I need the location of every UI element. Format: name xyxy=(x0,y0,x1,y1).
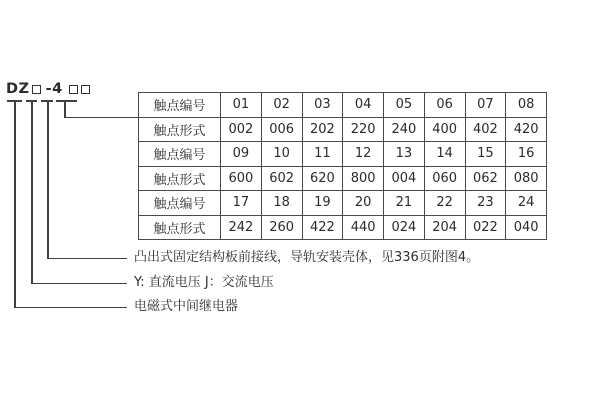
model-designation xyxy=(6,81,90,97)
row-label: 触点编号 xyxy=(139,142,221,167)
value-cell: 040 xyxy=(506,215,547,240)
value-cell: 06 xyxy=(424,93,465,118)
callout-line-contacts xyxy=(64,100,66,118)
elbow-voltage-note xyxy=(31,283,127,285)
value-cell: 02 xyxy=(261,93,302,118)
placeholder-box-icon xyxy=(69,85,78,94)
elbow-type-note xyxy=(14,307,127,309)
value-cell: 17 xyxy=(221,191,262,216)
value-cell: 12 xyxy=(343,142,384,167)
callout-line-case xyxy=(47,100,49,259)
callout-line-type xyxy=(14,100,16,308)
value-cell: 13 xyxy=(384,142,425,167)
value-cell: 10 xyxy=(261,142,302,167)
placeholder-box-icon xyxy=(81,85,90,94)
contact-table-body xyxy=(139,93,547,240)
value-cell: 23 xyxy=(465,191,506,216)
value-cell: 062 xyxy=(465,166,506,191)
value-cell: 03 xyxy=(302,93,343,118)
table-row xyxy=(139,215,547,240)
contact-table xyxy=(138,92,547,240)
placeholder-box-icon xyxy=(32,85,41,94)
value-cell: 080 xyxy=(506,166,547,191)
voltage-note: Y: 直流电压 J：交流电压 xyxy=(134,275,274,290)
value-cell: 15 xyxy=(465,142,506,167)
value-cell: 202 xyxy=(302,117,343,142)
model-prefix: DZ xyxy=(6,81,30,97)
value-cell: 022 xyxy=(465,215,506,240)
value-cell: 08 xyxy=(506,93,547,118)
value-cell: 07 xyxy=(465,93,506,118)
table-row xyxy=(139,166,547,191)
value-cell: 004 xyxy=(384,166,425,191)
value-cell: 440 xyxy=(343,215,384,240)
contact-table-container xyxy=(138,92,547,240)
type-note: 电磁式中间继电器 xyxy=(134,299,239,314)
value-cell: 18 xyxy=(261,191,302,216)
value-cell: 24 xyxy=(506,191,547,216)
value-cell: 04 xyxy=(343,93,384,118)
value-cell: 220 xyxy=(343,117,384,142)
value-cell: 19 xyxy=(302,191,343,216)
value-cell: 09 xyxy=(221,142,262,167)
table-row xyxy=(139,142,547,167)
case-note: 凸出式固定结构板前接线，导轨安装壳体，见336页附图4。 xyxy=(134,250,480,265)
value-cell: 242 xyxy=(221,215,262,240)
value-cell: 22 xyxy=(424,191,465,216)
value-cell: 20 xyxy=(343,191,384,216)
callout-line-voltage xyxy=(31,100,33,284)
value-cell: 420 xyxy=(506,117,547,142)
value-cell: 602 xyxy=(261,166,302,191)
table-row xyxy=(139,191,547,216)
elbow-case-note xyxy=(47,258,127,260)
value-cell: 16 xyxy=(506,142,547,167)
value-cell: 006 xyxy=(261,117,302,142)
row-label: 触点形式 xyxy=(139,215,221,240)
tick-contact-boxes xyxy=(56,100,77,102)
value-cell: 002 xyxy=(221,117,262,142)
value-cell: 240 xyxy=(384,117,425,142)
row-label: 触点形式 xyxy=(139,117,221,142)
value-cell: 800 xyxy=(343,166,384,191)
value-cell: 11 xyxy=(302,142,343,167)
row-label: 触点形式 xyxy=(139,166,221,191)
table-row xyxy=(139,93,547,118)
value-cell: 422 xyxy=(302,215,343,240)
elbow-to-table xyxy=(64,117,138,119)
value-cell: 01 xyxy=(221,93,262,118)
value-cell: 024 xyxy=(384,215,425,240)
value-cell: 204 xyxy=(424,215,465,240)
model-series: -4 xyxy=(45,81,63,97)
table-row xyxy=(139,117,547,142)
value-cell: 400 xyxy=(424,117,465,142)
value-cell: 260 xyxy=(261,215,302,240)
value-cell: 600 xyxy=(221,166,262,191)
value-cell: 14 xyxy=(424,142,465,167)
value-cell: 060 xyxy=(424,166,465,191)
row-label: 触点编号 xyxy=(139,93,221,118)
value-cell: 402 xyxy=(465,117,506,142)
value-cell: 05 xyxy=(384,93,425,118)
row-label: 触点编号 xyxy=(139,191,221,216)
value-cell: 620 xyxy=(302,166,343,191)
value-cell: 21 xyxy=(384,191,425,216)
